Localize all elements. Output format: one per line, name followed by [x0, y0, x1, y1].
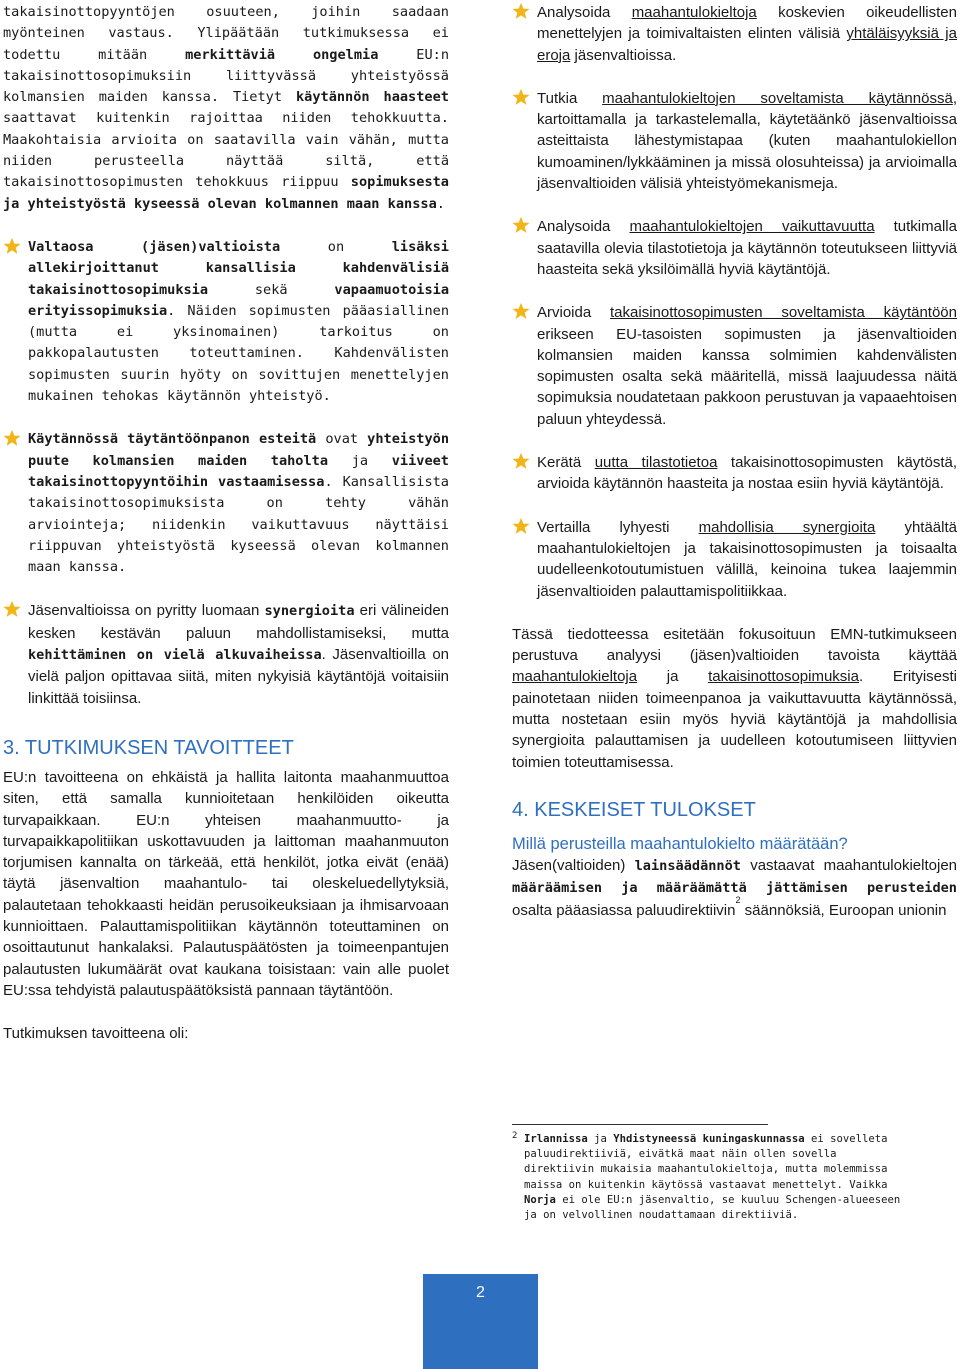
- answer-bold-1: lainsäädännöt: [634, 857, 741, 874]
- b1-bold-2: lisäksi allekirjoittanut kansallisia kahdenvälisiä takaisinottosopimuksia: [28, 238, 449, 298]
- aim4-underline-1: takaisinottosopimusten soveltamista käytäntöön: [610, 304, 957, 322]
- star-icon: [512, 216, 530, 234]
- aim3-text-1: Analysoida: [537, 218, 630, 236]
- intro-text-5: saattavat kuitenkin rajoittaa niiden tehokkuutta.: [3, 110, 449, 127]
- aim-item-6: [512, 517, 957, 602]
- b1-bold-3: vapaamuotoisia erityissopimuksia: [28, 281, 449, 319]
- fn-text-1: ja: [587, 1133, 614, 1145]
- intro-text-2: Ylipäätään tutkimuksessa ei todettu mitään: [3, 25, 449, 63]
- b3-bold-2: kehittäminen on vielä alkuvaiheissa: [28, 647, 322, 664]
- b1-text-2: sekä: [208, 281, 335, 298]
- aim4-text-2: erikseen EU-tasoisten sopimusten ja jäsenvaltioiden kolmansien maiden kanssa solmimien kahdenvälisten sopimusten osalta sekä määritellä, missä laajuudessa näitä sopimuksia noudatetaan pakkoon perustuvan ja vapaaehtoisen paluun yhteydessä.: [537, 325, 957, 428]
- aim6-text-2: yhtäältä maahantulokieltojen ja takaisinottosopimusten ja toisaalta uudelleenkotoutumistuen välillä, keinoina tukea laajemmin jäsenvaltioiden palauttamispolitiikkaa.: [537, 518, 957, 600]
- b2-text-1: ovat: [316, 431, 368, 448]
- intro-text-4: Tietyt: [232, 89, 296, 106]
- aim1-underline-2: yhtäläisyyksiä ja eroja: [537, 25, 957, 64]
- aim2-text-1: Tutkia: [537, 89, 603, 107]
- b1-bold-1: Valtaosa (jäsen)valtioista: [28, 238, 281, 255]
- right-column: [512, 2, 957, 921]
- aim6-underline-1: mahdollisia synergioita: [698, 518, 876, 536]
- b2-bold-1: Käytännössä täytäntöönpanon esteitä: [28, 431, 317, 448]
- page-number: 2: [476, 1284, 485, 1301]
- b2-bold-3: viiveet takaisinottopyyntöihin vastaamisessa: [28, 452, 449, 490]
- star-icon: [512, 452, 530, 470]
- b1-text-3: . Näiden sopimusten pääasiallinen (mutta ei yksinomainen) tarkoitus on pakkopalautusten toteuttaminen. Kahdenvälisten sopimusten suurin hyöty on sovittujen menettelyjen mukainen tehokas käytännön yhteistyö.: [28, 302, 449, 405]
- fn-text-3: ei ole EU:n jäsenvaltio, se kuuluu Schengen-alueeseen ja on velvollinen noudattamaan direktiiviä.: [524, 1193, 901, 1222]
- summary-text-1: Tässä tiedotteessa esitetään fokusoituun EMN-tutkimukseen perustuva analyysi (jäsen)valtioiden tavoista käyttää: [512, 625, 957, 665]
- aim1-underline-1: maahantulokieltoja: [631, 4, 757, 21]
- star-icon: [512, 302, 530, 320]
- aim-item-2: [512, 88, 957, 194]
- finding-bullet-bilateral: [3, 237, 449, 407]
- intro-text-7: .: [436, 195, 445, 212]
- aim5-text-2: takaisinottosopimusten käytöstä, arvioida käytännön haasteita ja nostaa esiin hyviä käytäntöjä.: [537, 454, 957, 493]
- answer-text-3: osalta pääasiassa paluudirektiivin: [512, 901, 736, 919]
- answer-text-1: Jäsen(valtioiden): [512, 856, 635, 874]
- summary-underline-1: maahantulokieltoja: [512, 668, 638, 686]
- star-icon: [512, 2, 530, 20]
- footnote-divider: [512, 1124, 768, 1125]
- aim4-text-1: Arvioida: [537, 304, 611, 322]
- intro-text-6: Maakohtaisia arvioita on saatavilla vain vähän, mutta niiden perusteella näyttää siltä, että takaisinottosopimusten tehokkuus riippuu: [3, 131, 449, 191]
- summary-text-2: ja: [637, 668, 709, 686]
- star-icon: [512, 88, 530, 106]
- star-icon: [3, 429, 21, 447]
- section-3-text: EU:n tavoitteena on ehkäistä ja hallita laitonta maahanmuuttoa siten, että samalla kunnioitetaan henkilöiden oikeutta turvapaikkaan. EU:n yhteisen maahanmuutto- ja turvapaikkapolitiikan uskottavuuden ja laittoman maahanmuuton torjumisen kannalta on tärkeää, että henkilöt, jotka eivät (enää) täytä jäsenvaltion maahantulo- tai oleskeluedellytyksiä, palautetaan tehokkaasti heidän perusoikeuksiaan ja ihmisarvoaan kunnioittaen. Palauttamispolitiikan käytännön toteuttaminen on osoittautunut hankalaksi. Palautuspäätösten ja toimeenpantujen palautusten lukumäärät ovat kaukana toisistaan: vain alle puolet EU:ssa tehdyistä palautuspäätöksistä pannaan täytäntöön.: [3, 768, 449, 999]
- b3-text-2: eri välineiden kesken kestävän paluun mahdollistamiseksi, mutta: [28, 602, 449, 642]
- fn-text-2: ei sovelleta paluudirektiiviä, eivätkä maat näin ollen sovella direktiivin mukaisia maahantulokieltoja, mutta molemmissa maissa on kuitenkin käytössä vastaavat menettelyt. Vaikka: [524, 1133, 888, 1191]
- star-icon: [512, 517, 530, 535]
- footnote: [512, 1132, 910, 1223]
- intro-text-3: EU:n takaisinottosopimuksiin liittyvässä yhteistyössä kolmansien maiden kanssa.: [3, 46, 449, 106]
- fn-bold-3: Norja: [524, 1193, 556, 1206]
- aim-item-1: [512, 2, 957, 66]
- question-heading: Millä perusteilla maahantulokielto määrätään?: [512, 834, 848, 853]
- aim3-text-2: tutkimalla saatavilla olevia tilastotietoja ja käytännön toteutukseen liittyviä haasteita sekä yksilöimällä hyviä käytäntöjä.: [537, 218, 957, 278]
- b1-text-1: on: [280, 238, 392, 255]
- aim-item-3: [512, 216, 957, 280]
- b3-text-3: . Jäsenvaltioilla on vielä paljon opittavaa siitä, miten nykyisiä käytäntöjä voitaisiin linkittää toisiinsa.: [28, 646, 449, 707]
- aim1-text-3: jäsenvaltioissa.: [570, 46, 677, 64]
- left-column: [3, 2, 449, 1044]
- star-icon: [3, 600, 21, 618]
- aims-intro: Tutkimuksen tavoitteena oli:: [3, 1025, 189, 1043]
- b2-text-2: ja: [328, 452, 392, 469]
- aim-item-4: [512, 302, 957, 430]
- aim3-underline-1: maahantulokieltojen vaikuttavuutta: [629, 218, 875, 236]
- intro-bold-2: käytännön haasteet: [295, 89, 449, 106]
- aim5-text-1: Kerätä: [537, 454, 595, 472]
- answer-paragraph: [512, 855, 957, 921]
- intro-bold-3: sopimuksesta ja yhteistyöstä kyseessä olevan kolmannen maan kanssa: [3, 174, 449, 212]
- answer-text-4: säännöksiä, Euroopan unionin: [740, 901, 947, 919]
- b3-text-1: Jäsenvaltioissa on pyritty luomaan: [28, 602, 265, 620]
- intro-paragraph: [3, 2, 449, 215]
- aim1-text-1: Analysoida: [537, 4, 632, 21]
- aim-item-5: [512, 452, 957, 495]
- fn-bold-2: Yhdistyneessä kuningaskunnassa: [613, 1133, 805, 1145]
- answer-bold-2: määräämisen ja määräämättä jättämisen perusteiden: [512, 880, 957, 897]
- aim6-text-1: Vertailla lyhyesti: [537, 518, 699, 536]
- intro-bold-1: merkittäviä ongelmia: [185, 46, 379, 63]
- aim2-underline-1: maahantulokieltojen soveltamista käytännössä: [602, 89, 953, 107]
- star-icon: [3, 237, 21, 255]
- finding-bullet-obstacles: [3, 429, 449, 578]
- intro-text-1: takaisinottopyyntöjen osuuteen, joihin saadaan myönteinen vastaus.: [3, 4, 449, 42]
- footnote-number: 2: [512, 1131, 518, 1141]
- b2-text-3: . Kansallisista takaisinottosopimuksista on tehty vähän arviointeja; niidenkin vaikuttavuus näyttäisi riippuvan yhteistyöstä kyseessä olevan kolmannen maan kanssa.: [28, 473, 449, 576]
- summary-text-3: . Erityisesti painotetaan niiden toimeenpanoa ja vaikuttavuutta käytännössä, mutta nostetaan esiin myös hyviä käytäntöjä ja mahdollisia synergioita palauttamisen ja uudelleen kotoutumiseen liittyvien toimien toteuttamisessa.: [512, 668, 957, 771]
- aim5-underline-1: uutta tilastotietoa: [594, 454, 718, 472]
- summary-paragraph: [512, 624, 957, 773]
- section-3-heading: 3. TUTKIMUKSEN TAVOITTEET: [3, 736, 294, 759]
- aim2-text-2: , kartoittamalla ja tarkastelemalla, käytetäänkö jäsenvaltioissa asteittaista lähestymistapaa (kuten maahantulokiellon kumoaminen/lykkääminen ja missä olosuhteissa) ja arvioimalla jäsenvaltioiden välisiä yhteistyömekanismeja.: [537, 89, 957, 193]
- section-4-heading: 4. KESKEISET TULOKSET: [512, 798, 756, 821]
- fn-bold-1: Irlannissa: [524, 1133, 588, 1145]
- aim1-text-2: koskevien oikeudellisten menettelyjen ja toimivaltaisten elinten välisiä: [537, 4, 957, 43]
- summary-underline-2: takaisinottosopimuksia: [708, 668, 859, 686]
- b3-bold-1: synergioita: [264, 603, 355, 620]
- page-number-bar: [423, 1274, 538, 1369]
- finding-bullet-synergies: [3, 600, 449, 708]
- footnote-ref[interactable]: 2: [735, 894, 741, 905]
- answer-text-2: vastaavat maahantulokieltojen: [741, 856, 958, 874]
- b2-bold-2: yhteistyön puute kolmansien maiden taholta: [28, 431, 449, 469]
